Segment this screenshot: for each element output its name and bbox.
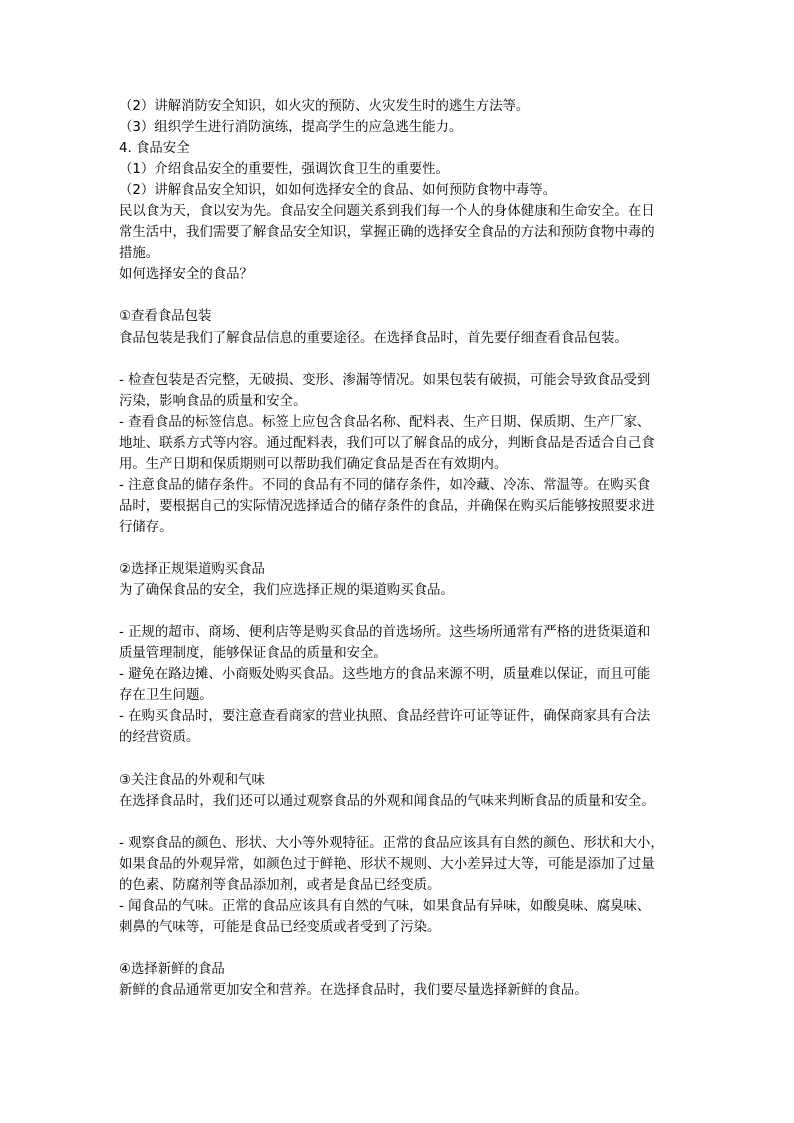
blank-line [119, 748, 689, 769]
blank-line [119, 349, 689, 370]
text-line: 的经营资质。 [119, 730, 200, 746]
text-line: （3）组织学生进行消防演练，提高学生的应急逃生能力。 [119, 120, 463, 136]
text-line: 品时，要根据自己的实际情况选择适合的储存条件的食品，并确保在购买后能够按照要求进 [119, 498, 655, 514]
text-line: - 正规的超市、商场、便利店等是购买食品的首选场所。这些场所通常有严格的进货渠道和 [119, 625, 651, 641]
text-line: 常生活中，我们需要了解食品安全知识，掌握正确的选择安全食品的方法和预防食物中毒的 [119, 225, 655, 241]
text-line: - 注意食品的储存条件。不同的食品有不同的储存条件，如冷藏、冷冻、常温等。在购买食 [119, 477, 651, 493]
text-line: ①查看食品包装 [119, 309, 212, 325]
text-line: 在选择食品时，我们还可以通过观察食品的外观和闻食品的气味来判断食品的质量和安全。 [119, 793, 655, 809]
text-line: 民以食为天，食以安为先。食品安全问题关系到我们每一个人的身体健康和生命安全。在日 [119, 204, 655, 220]
text-line: - 检查包装是否完整，无破损、变形、渗漏等情况。如果包装有破损，可能会导致食品受到 [119, 372, 651, 388]
text-line: 刺鼻的气味等，可能是食品已经变质或者受到了污染。 [119, 919, 441, 935]
text-line: 4. 食品安全 [119, 141, 190, 157]
text-line: 如果食品的外观异常，如颜色过于鲜艳、形状不规则、大小差异过大等，可能是添加了过量 [119, 856, 655, 872]
text-line: - 观察食品的颜色、形状、大小等外观特征。正常的食品应该具有自然的颜色、形状和大小， [119, 835, 664, 851]
text-line: ③关注食品的外观和气味 [119, 772, 265, 788]
text-line: 为了确保食品的安全，我们应选择正规的渠道购买食品。 [119, 583, 454, 599]
blank-line [119, 812, 689, 833]
text-line: （2）讲解食品安全知识，如如何选择安全的食品、如何预防食物中毒等。 [119, 183, 557, 199]
blank-line [119, 601, 689, 622]
text-line: 污染，影响食品的质量和安全。 [119, 393, 307, 409]
text-line: 的色素、防腐剂等食品添加剂，或者是食品已经变质。 [119, 877, 441, 893]
text-line: 用。生产日期和保质期则可以帮助我们确定食品是否在有效期内。 [119, 456, 508, 472]
text-line: 存在卫生问题。 [119, 688, 213, 704]
text-line: - 在购买食品时，要注意查看商家的营业执照、食品经营许可证等证件，确保商家具有合法 [119, 709, 651, 725]
text-line: 行储存。 [119, 519, 173, 535]
text-line: ④选择新鲜的食品 [119, 961, 225, 977]
text-line: 质量管理制度，能够保证食品的质量和安全。 [119, 646, 387, 662]
text-line: 如何选择安全的食品？ [119, 267, 253, 283]
text-line: - 查看食品的标签信息。标签上应包含食品名称、配料表、生产日期、保质期、生产厂家、 [119, 414, 651, 430]
text-line: （1）介绍食品安全的重要性，强调饮食卫生的重要性。 [119, 162, 449, 178]
text-line: - 闻食品的气味。正常的食品应该具有自然的气味，如果食品有异味，如酸臭味、腐臭味、 [119, 898, 651, 914]
text-line: 措施。 [119, 246, 160, 262]
text-line: 食品包装是我们了解食品信息的重要途径。在选择食品时，首先要仔细查看食品包装。 [119, 330, 628, 346]
text-line: ②选择正规渠道购买食品 [119, 562, 265, 578]
text-line: 新鲜的食品通常更加安全和营养。在选择食品时，我们要尽量选择新鲜的食品。 [119, 982, 588, 998]
document-page [119, 96, 689, 1001]
text-line: （2）讲解消防安全知识，如火灾的预防、火灾发生时的逃生方法等。 [119, 99, 530, 114]
text-line: - 避免在路边摊、小商贩处购买食品。这些地方的食品来源不明，质量难以保证，而且可能 [119, 667, 651, 683]
text-line: 地址、联系方式等内容。通过配料表，我们可以了解食品的成分，判断食品是否适合自己食 [119, 435, 655, 451]
blank-line [119, 285, 689, 306]
blank-line [119, 538, 689, 559]
blank-line [119, 938, 689, 959]
